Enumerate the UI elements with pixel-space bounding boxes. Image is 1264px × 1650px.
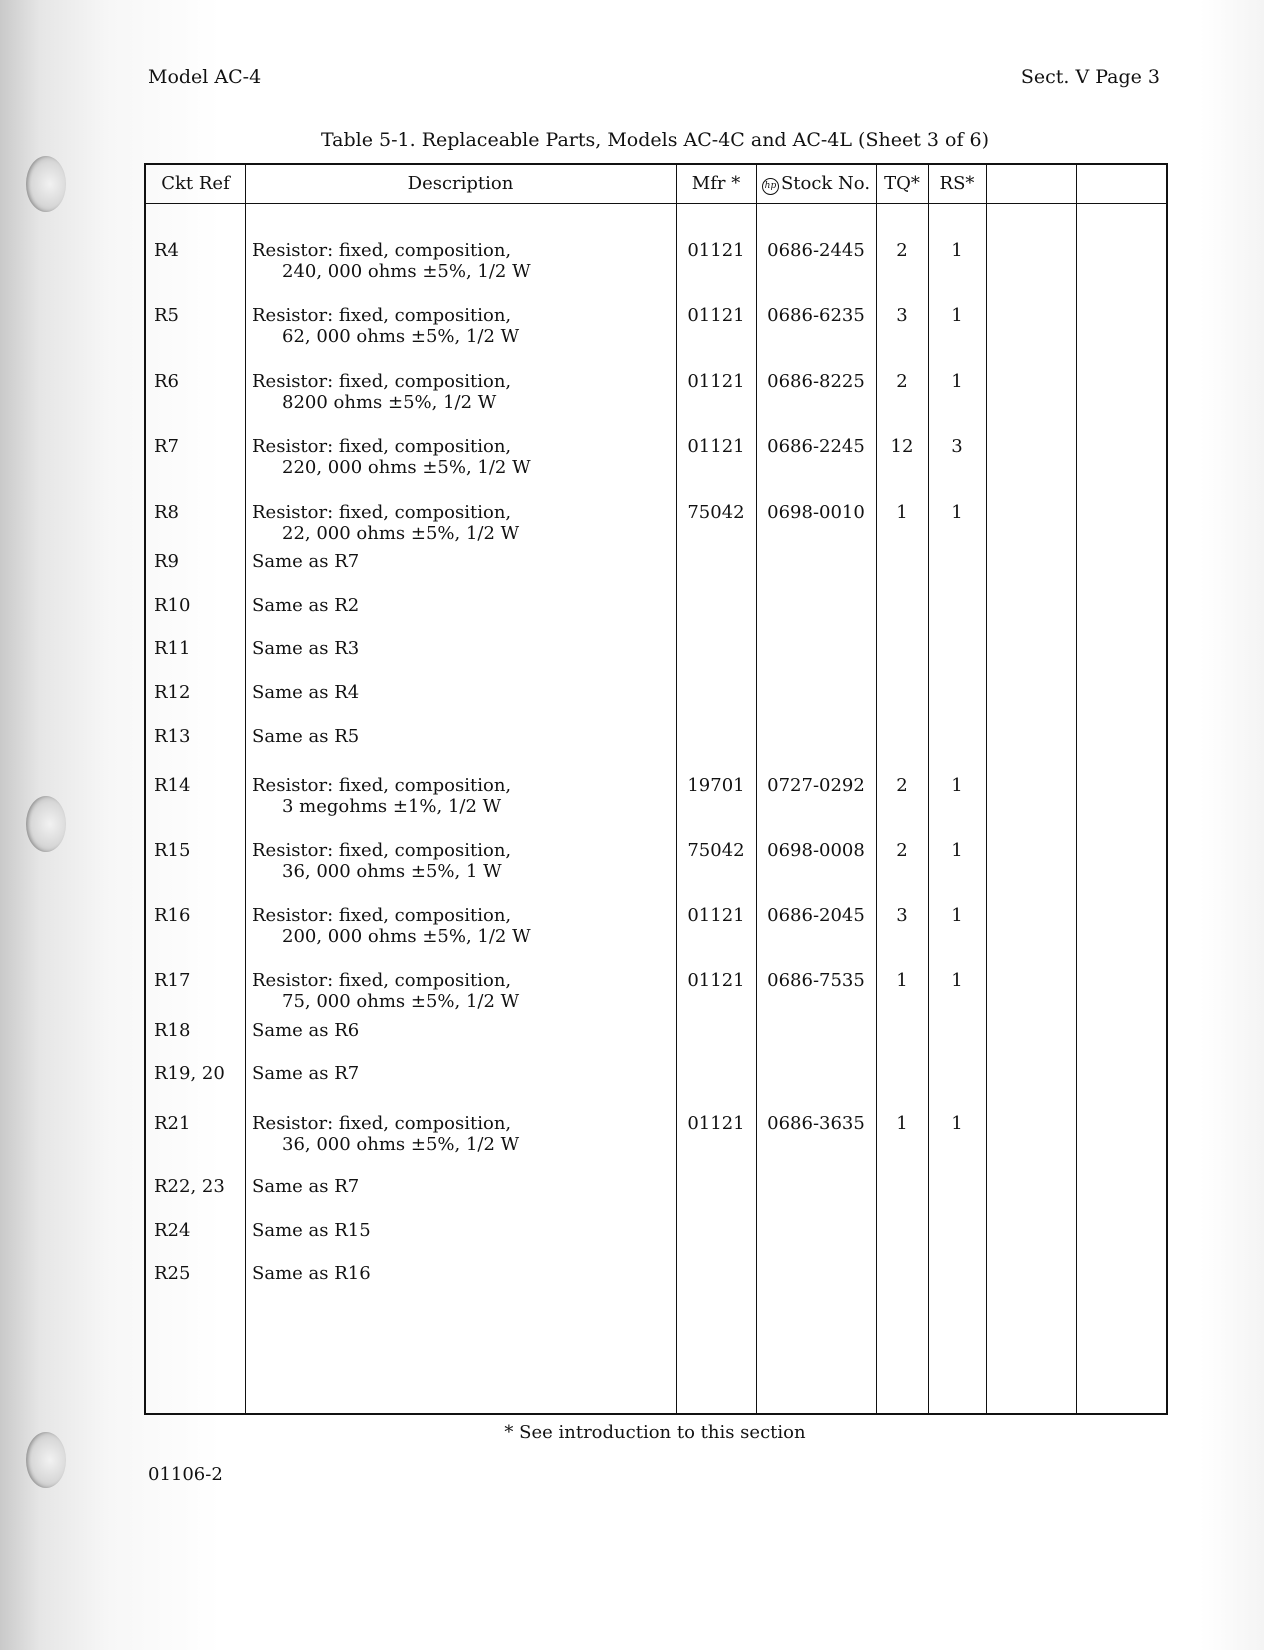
cell-desc2: 8200 ohms ±5%, 1/2 W xyxy=(282,392,497,413)
cell-tq: 2 xyxy=(896,371,908,392)
cell-tq: 2 xyxy=(896,840,908,861)
cell-stock: 0686-8225 xyxy=(767,371,865,392)
cell-desc1: Same as R6 xyxy=(252,1020,360,1041)
cell-stock: 0686-3635 xyxy=(767,1113,865,1134)
cell-desc2: 200, 000 ohms ±5%, 1/2 W xyxy=(282,926,531,947)
cell-stock: 0698-0010 xyxy=(767,502,865,523)
cell-rs: 1 xyxy=(951,840,963,861)
cell-rs: 1 xyxy=(951,240,963,261)
cell-ref: R19, 20 xyxy=(154,1063,225,1084)
cell-desc2: 240, 000 ohms ±5%, 1/2 W xyxy=(282,261,531,282)
cell-desc2: 3 megohms ±1%, 1/2 W xyxy=(282,796,502,817)
cell-mfr: 01121 xyxy=(687,1113,745,1134)
cell-desc2: 75, 000 ohms ±5%, 1/2 W xyxy=(282,991,520,1012)
cell-desc1: Resistor: fixed, composition, xyxy=(252,775,512,796)
cell-tq: 1 xyxy=(896,502,908,523)
cell-stock: 0686-2245 xyxy=(767,436,865,457)
cell-desc1: Same as R2 xyxy=(252,595,360,616)
cell-ref: R10 xyxy=(154,595,191,616)
cell-ref: R15 xyxy=(154,840,191,861)
cell-desc1: Same as R7 xyxy=(252,1063,360,1084)
cell-stock: 0727-0292 xyxy=(767,775,865,796)
cell-desc1: Same as R7 xyxy=(252,551,360,572)
cell-desc1: Resistor: fixed, composition, xyxy=(252,305,512,326)
cell-mfr: 01121 xyxy=(687,436,745,457)
cell-tq: 12 xyxy=(890,436,914,457)
cell-ref: R7 xyxy=(154,436,180,457)
binder-hole-icon xyxy=(26,1432,66,1488)
cell-stock: 0686-2045 xyxy=(767,905,865,926)
cell-desc1: Resistor: fixed, composition, xyxy=(252,905,512,926)
cell-mfr: 01121 xyxy=(687,371,745,392)
cell-desc1: Same as R3 xyxy=(252,638,360,659)
cell-tq: 1 xyxy=(896,1113,908,1134)
cell-rs: 1 xyxy=(951,502,963,523)
cell-ref: R17 xyxy=(154,970,191,991)
cell-ref: R16 xyxy=(154,905,191,926)
cell-tq: 1 xyxy=(896,970,908,991)
cell-mfr: 75042 xyxy=(687,502,745,523)
cell-desc2: 62, 000 ohms ±5%, 1/2 W xyxy=(282,326,520,347)
cell-mfr: 01121 xyxy=(687,240,745,261)
cell-mfr: 19701 xyxy=(687,775,745,796)
cell-desc2: 36, 000 ohms ±5%, 1/2 W xyxy=(282,1134,520,1155)
col-header-mfr: Mfr * xyxy=(691,173,741,194)
footnote: * See introduction to this section xyxy=(504,1422,806,1443)
cell-desc1: Resistor: fixed, composition, xyxy=(252,502,512,523)
cell-rs: 3 xyxy=(951,436,963,457)
cell-rs: 1 xyxy=(951,371,963,392)
cell-mfr: 01121 xyxy=(687,970,745,991)
cell-ref: R8 xyxy=(154,502,180,523)
cell-ref: R21 xyxy=(154,1113,191,1134)
binder-hole-icon xyxy=(26,796,66,852)
cell-tq: 3 xyxy=(896,905,908,926)
cell-ref: R9 xyxy=(154,551,180,572)
cell-rs: 1 xyxy=(951,1113,963,1134)
cell-stock: 0686-7535 xyxy=(767,970,865,991)
cell-desc1: Resistor: fixed, composition, xyxy=(252,1113,512,1134)
cell-desc1: Resistor: fixed, composition, xyxy=(252,436,512,457)
cell-desc1: Same as R4 xyxy=(252,682,360,703)
cell-desc1: Resistor: fixed, composition, xyxy=(252,240,512,261)
cell-desc1: Resistor: fixed, composition, xyxy=(252,371,512,392)
cell-tq: 2 xyxy=(896,240,908,261)
cell-desc1: Same as R16 xyxy=(252,1263,371,1284)
col-header-tq: TQ* xyxy=(884,173,920,194)
cell-mfr: 01121 xyxy=(687,305,745,326)
cell-desc1: Same as R15 xyxy=(252,1220,371,1241)
cell-ref: R18 xyxy=(154,1020,191,1041)
cell-ref: R4 xyxy=(154,240,180,261)
cell-ref: R13 xyxy=(154,726,191,747)
cell-ref: R24 xyxy=(154,1220,191,1241)
col-header-rs: RS* xyxy=(939,173,975,194)
parts-table xyxy=(144,163,1168,1415)
col-header-stock-no: hp Stock No. xyxy=(756,173,876,195)
table-title: Table 5-1. Replaceable Parts, Models AC-4C and AC-4L (Sheet 3 of 6) xyxy=(320,129,990,151)
cell-desc1: Resistor: fixed, composition, xyxy=(252,970,512,991)
cell-desc1: Same as R7 xyxy=(252,1176,360,1197)
cell-rs: 1 xyxy=(951,775,963,796)
cell-stock: 0698-0008 xyxy=(767,840,865,861)
cell-ref: R11 xyxy=(154,638,191,659)
cell-ref: R6 xyxy=(154,371,180,392)
cell-tq: 3 xyxy=(896,305,908,326)
cell-desc1: Resistor: fixed, composition, xyxy=(252,840,512,861)
cell-rs: 1 xyxy=(951,305,963,326)
cell-desc2: 22, 000 ohms ±5%, 1/2 W xyxy=(282,523,520,544)
col-header-description: Description xyxy=(407,173,514,194)
cell-ref: R12 xyxy=(154,682,191,703)
hp-logo-icon: hp xyxy=(762,178,779,195)
binder-hole-icon xyxy=(26,156,66,212)
cell-ref: R5 xyxy=(154,305,180,326)
document-number: 01106-2 xyxy=(148,1464,223,1485)
header-section-page: Sect. V Page 3 xyxy=(1020,66,1160,88)
cell-stock: 0686-6235 xyxy=(767,305,865,326)
cell-ref: R14 xyxy=(154,775,191,796)
header-model: Model AC-4 xyxy=(148,66,262,88)
cell-tq: 2 xyxy=(896,775,908,796)
cell-desc2: 36, 000 ohms ±5%, 1 W xyxy=(282,861,502,882)
cell-ref: R25 xyxy=(154,1263,191,1284)
col-header-ckt-ref: Ckt Ref xyxy=(161,173,230,194)
cell-rs: 1 xyxy=(951,970,963,991)
cell-rs: 1 xyxy=(951,905,963,926)
cell-desc1: Same as R5 xyxy=(252,726,360,747)
cell-ref: R22, 23 xyxy=(154,1176,225,1197)
cell-stock: 0686-2445 xyxy=(767,240,865,261)
cell-mfr: 75042 xyxy=(687,840,745,861)
cell-desc2: 220, 000 ohms ±5%, 1/2 W xyxy=(282,457,531,478)
cell-mfr: 01121 xyxy=(687,905,745,926)
